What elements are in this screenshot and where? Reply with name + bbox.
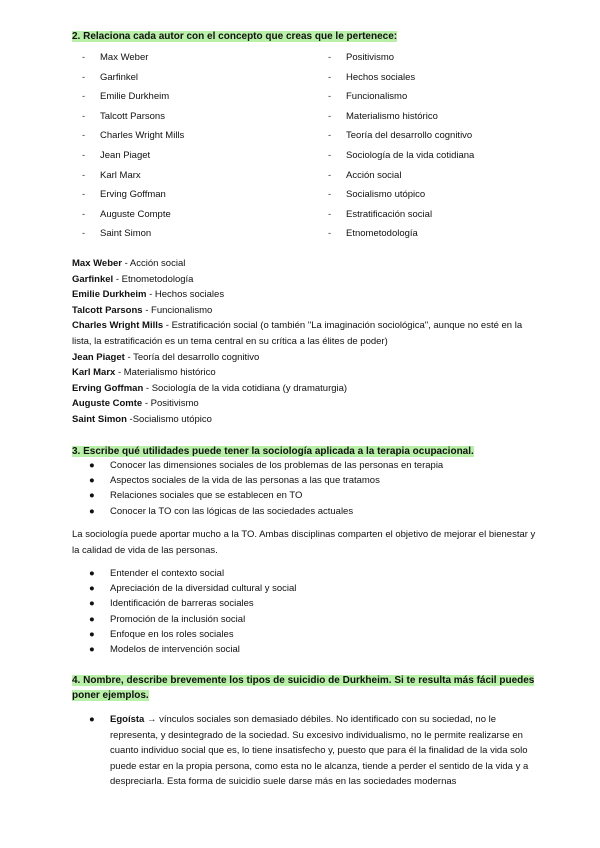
concept-name: Sociología de la vida cotidiana [346, 149, 475, 161]
bullet-icon: ● [89, 583, 95, 595]
author-name: Saint Simon [100, 228, 152, 240]
answer-line [72, 272, 542, 288]
answer-author: Auguste Comte [72, 398, 143, 410]
author-name: Auguste Compte [100, 208, 171, 220]
bullet-item [72, 642, 542, 657]
question-3-title: 3. Escribe qué utilidades puede tener la sociología aplicada a la terapia ocupacional. [72, 446, 474, 457]
bullet-item [72, 581, 542, 596]
answer-concept: - Funcionalismo [142, 304, 213, 316]
answer-author: Charles Wright Mills [72, 320, 164, 332]
question-4-heading [72, 673, 534, 703]
answer-concept: - Acción social [121, 258, 186, 269]
dash-marker: - [82, 189, 86, 201]
bullet-icon: ● [89, 628, 95, 640]
bullet-icon: ● [89, 490, 95, 502]
bullet-icon: ● [89, 505, 95, 517]
answer-author: Jean Piaget [72, 351, 125, 363]
bullet-icon: ● [89, 714, 95, 725]
answer-concept: - Estratificación social (o también "La imaginación sociológica", aunque no esté en la lista, la estratificación es un tema central en su crítica a las élites de poder) [72, 320, 523, 347]
dash-marker: - [328, 130, 332, 142]
bullet-text: Conocer las dimensiones sociales de los problemas de las personas en terapia [110, 460, 444, 471]
dash-marker: - [328, 52, 332, 63]
author-name: Talcott Parsons [100, 110, 165, 122]
answer-concept: - Etnometodología [113, 273, 194, 285]
bullet-item [72, 488, 542, 503]
bullet-icon: ● [89, 613, 95, 625]
bullet-item [72, 612, 542, 627]
dash-marker: - [328, 71, 332, 83]
answer-concept: -Socialismo utópico [126, 413, 212, 425]
dash-marker: - [82, 149, 86, 161]
answer-concept: - Materialismo histórico [115, 367, 216, 379]
concept-name: Etnometodología [346, 228, 418, 240]
question-2-title: 2. Relaciona cada autor con el concepto que creas que le pertenece: [72, 31, 398, 42]
suicide-type-term: Egoísta [110, 714, 145, 725]
concept-name: Acción social [346, 169, 402, 181]
dash-marker: - [82, 52, 86, 63]
dash-marker: - [328, 110, 332, 122]
author-name: Jean Piaget [100, 149, 151, 161]
bullet-text: Modelos de intervención social [110, 644, 240, 656]
dash-marker: - [328, 189, 332, 201]
concept-name: Teoría del desarrollo cognitivo [346, 130, 473, 142]
question-4-title-line2: poner ejemplos. [72, 690, 149, 701]
answer-line [72, 365, 542, 381]
bullet-text: Conocer la TO con las lógicas de las sociedades actuales [110, 505, 354, 517]
bullet-item [72, 458, 542, 473]
bullet-item [72, 566, 542, 581]
answer-author: Max Weber [72, 258, 122, 269]
concept-name: Funcionalismo [346, 91, 408, 103]
concept-name: Hechos sociales [346, 71, 416, 83]
concept-name: Estratificación social [346, 208, 433, 220]
bullet-item [72, 596, 542, 611]
dash-marker: - [82, 208, 86, 220]
answer-line [72, 381, 542, 397]
bullet-icon: ● [89, 644, 95, 656]
answer-concept: - Teoría del desarrollo cognitivo [124, 351, 260, 363]
answer-line [72, 350, 542, 366]
question-3-heading [72, 444, 474, 459]
contributions-list [72, 566, 542, 657]
dash-marker: - [82, 130, 86, 142]
answer-author: Erving Goffman [72, 382, 144, 394]
dash-marker: - [82, 91, 86, 103]
bullet-text: Entender el contexto social [110, 568, 225, 579]
answer-author: Saint Simon [72, 413, 127, 425]
dash-marker: - [328, 91, 332, 103]
suicide-type-description: → vínculos sociales son demasiado débiles. No identificado con su sociedad, no le representa, y desintegrado de la sociedad. Su excesivo individualismo, no le permite realizarse en cuanto individuo social que es, lo tiene insatisfecho y, puesto que para él la finalidad de la vida solo puede estar en la propia persona, como esta no le alcanza, tiende a perder el sentido de la vida y a despreciarla. Esta forma de suicidio suele darse más en las sociedades modernas [110, 714, 529, 788]
dash-marker: - [82, 169, 86, 181]
utilities-list [72, 458, 542, 519]
concept-name: Materialismo histórico [346, 110, 438, 122]
author-name: Garfinkel [100, 71, 139, 83]
bullet-icon: ● [89, 475, 95, 487]
bullet-text: Identificación de barreras sociales [110, 598, 254, 610]
bullet-item [72, 627, 542, 642]
answer-line [72, 303, 542, 319]
bullet-text: Apreciación de la diversidad cultural y social [110, 583, 297, 595]
answer-line [72, 256, 542, 272]
dash-marker: - [328, 228, 332, 240]
answer-concept: - Sociología de la vida cotidiana (y dramaturgia) [143, 382, 348, 394]
dash-marker: - [328, 169, 332, 181]
bullet-icon: ● [89, 598, 95, 610]
author-name: Charles Wright Mills [100, 130, 185, 142]
answer-concept: - Hechos sociales [146, 289, 225, 301]
bullet-icon: ● [89, 460, 95, 471]
bullet-item [72, 504, 542, 519]
bullet-icon: ● [89, 568, 95, 579]
dash-marker: - [82, 71, 86, 83]
bullet-text: Relaciones sociales que se establecen en TO [110, 490, 303, 502]
answer-author: Emilie Durkheim [72, 289, 147, 301]
question-2-heading [72, 29, 397, 44]
dash-marker: - [328, 208, 332, 220]
answer-line [72, 412, 542, 428]
suicide-type-item [72, 712, 542, 790]
concept-name: Positivismo [346, 52, 395, 63]
author-name: Erving Goffman [100, 189, 166, 201]
dash-marker: - [328, 149, 332, 161]
bullet-text: Enfoque en los roles sociales [110, 628, 234, 640]
answers-list [72, 256, 542, 428]
answer-author: Talcott Parsons [72, 304, 143, 316]
question-4-title-line1: 4. Nombre, describe brevemente los tipos de suicidio de Durkheim. Si te resulta más fácil puedes [72, 675, 535, 686]
q3-paragraph: La sociología puede aportar mucho a la TO. Ambas disciplinas comparten el objetivo de mejorar el bienestar y la calidad de vida de las personas. [72, 529, 536, 556]
dash-marker: - [82, 228, 86, 240]
answer-author: Karl Marx [72, 367, 116, 379]
answer-line [72, 396, 542, 412]
answer-line [72, 287, 542, 303]
bullet-text: Promoción de la inclusión social [110, 613, 246, 625]
answer-line [72, 318, 542, 349]
concept-name: Socialismo utópico [346, 189, 426, 201]
author-name: Emilie Durkheim [100, 91, 170, 103]
answer-author: Garfinkel [72, 273, 114, 285]
bullet-text: Aspectos sociales de la vida de las personas a las que tratamos [110, 475, 380, 487]
bullet-item [72, 473, 542, 488]
author-name: Max Weber [100, 52, 149, 63]
author-name: Karl Marx [100, 169, 141, 181]
answer-concept: - Positivismo [142, 398, 199, 410]
dash-marker: - [82, 110, 86, 122]
